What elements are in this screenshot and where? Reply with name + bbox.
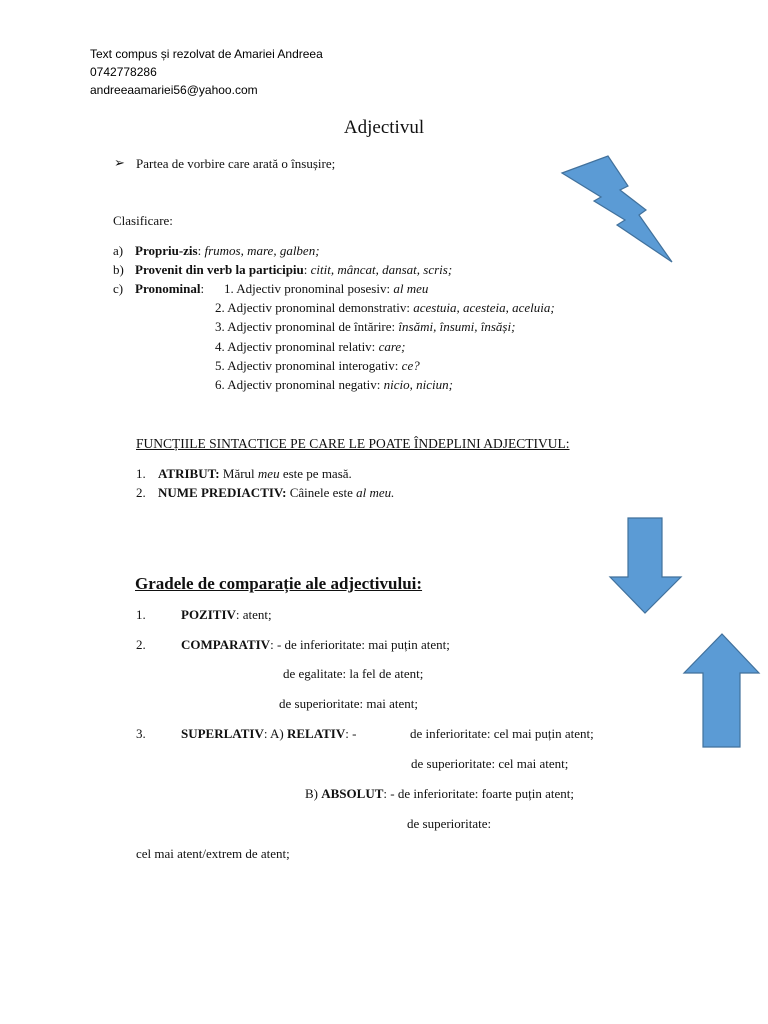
shape-arrow-down	[610, 518, 681, 613]
classification-item-c: c) Pronominal:	[113, 281, 205, 296]
degree-comparativ: COMPARATIV: - de inferioritate: mai puțin atent;	[181, 637, 450, 652]
item-examples: frumos, mare, galben;	[204, 243, 320, 258]
item-term: Propriu-zis	[135, 243, 198, 258]
item-term: Pronominal	[135, 281, 201, 296]
function-item: 1. ATRIBUT: Mărul meu este pe masă.	[136, 466, 352, 481]
shape-lightning	[562, 156, 672, 262]
classification-label: Clasificare:	[113, 213, 173, 228]
item-term: Provenit din verb la participiu	[135, 262, 304, 277]
functions-heading: FUNCȚIILE SINTACTICE PE CARE LE POATE ÎNDEPLINI ADJECTIVUL:	[136, 436, 570, 451]
comparativ-egalitate: de egalitate: la fel de atent;	[283, 666, 424, 681]
degree-superlativ: SUPERLATIV: A) RELATIV: -	[181, 726, 357, 741]
shape-arrow-up	[684, 634, 759, 747]
pronominal-item: 5. Adjectiv pronominal interogativ: ce?	[215, 358, 420, 373]
pronominal-item: 1. Adjectiv pronominal posesiv: al meu	[224, 281, 429, 296]
classification-item-a: a) Propriu-zis: frumos, mare, galben;	[113, 243, 320, 258]
email-line: andreeaamariei56@yahoo.com	[90, 83, 258, 97]
absolut-superioritate-continued: cel mai atent/extrem de atent;	[136, 846, 290, 861]
item-examples: citit, mâncat, dansat, scris;	[310, 262, 453, 277]
phone-line: 0742778286	[90, 65, 157, 79]
degree-pozitiv-marker: 1.	[136, 607, 146, 622]
arrow-up-icon	[682, 632, 762, 750]
pronominal-item: 3. Adjectiv pronominal de întărire: însămi, însumi, însăși;	[215, 319, 516, 334]
degree-pozitiv: POZITIV: atent;	[181, 607, 272, 622]
definition-bullet: ➢	[114, 155, 125, 170]
page-title: Adjectivul	[343, 117, 425, 138]
relativ-inferioritate: de inferioritate: cel mai puțin atent;	[410, 726, 594, 741]
degrees-heading: Gradele de comparație ale adjectivului:	[135, 574, 423, 593]
pronominal-item: 2. Adjectiv pronominal demonstrativ: acestuia, acesteia, aceluia;	[215, 300, 555, 315]
pronominal-item: 6. Adjectiv pronominal negativ: nicio, niciun;	[215, 377, 453, 392]
function-item: 2. NUME PREDIACTIV: Câinele este al meu.	[136, 485, 395, 500]
comparativ-superioritate: de superioritate: mai atent;	[279, 696, 418, 711]
degree-comparativ-marker: 2.	[136, 637, 146, 652]
absolut-superioritate: de superioritate:	[407, 816, 492, 831]
definition-text: Partea de vorbire care arată o însușire;	[136, 156, 336, 171]
relativ-superioritate: de superioritate: cel mai atent;	[411, 756, 569, 771]
lightning-icon	[558, 150, 678, 266]
classification-item-b: b) Provenit din verb la participiu: citit, mâncat, dansat, scris;	[113, 262, 453, 277]
degree-superlativ-marker: 3.	[136, 726, 146, 741]
absolut-line: B) ABSOLUT: - de inferioritate: foarte puțin atent;	[305, 786, 574, 801]
arrow-down-icon	[608, 516, 684, 616]
author-line: Text compus și rezolvat de Amariei Andreea	[90, 47, 323, 61]
pronominal-item: 4. Adjectiv pronominal relativ: care;	[215, 339, 406, 354]
